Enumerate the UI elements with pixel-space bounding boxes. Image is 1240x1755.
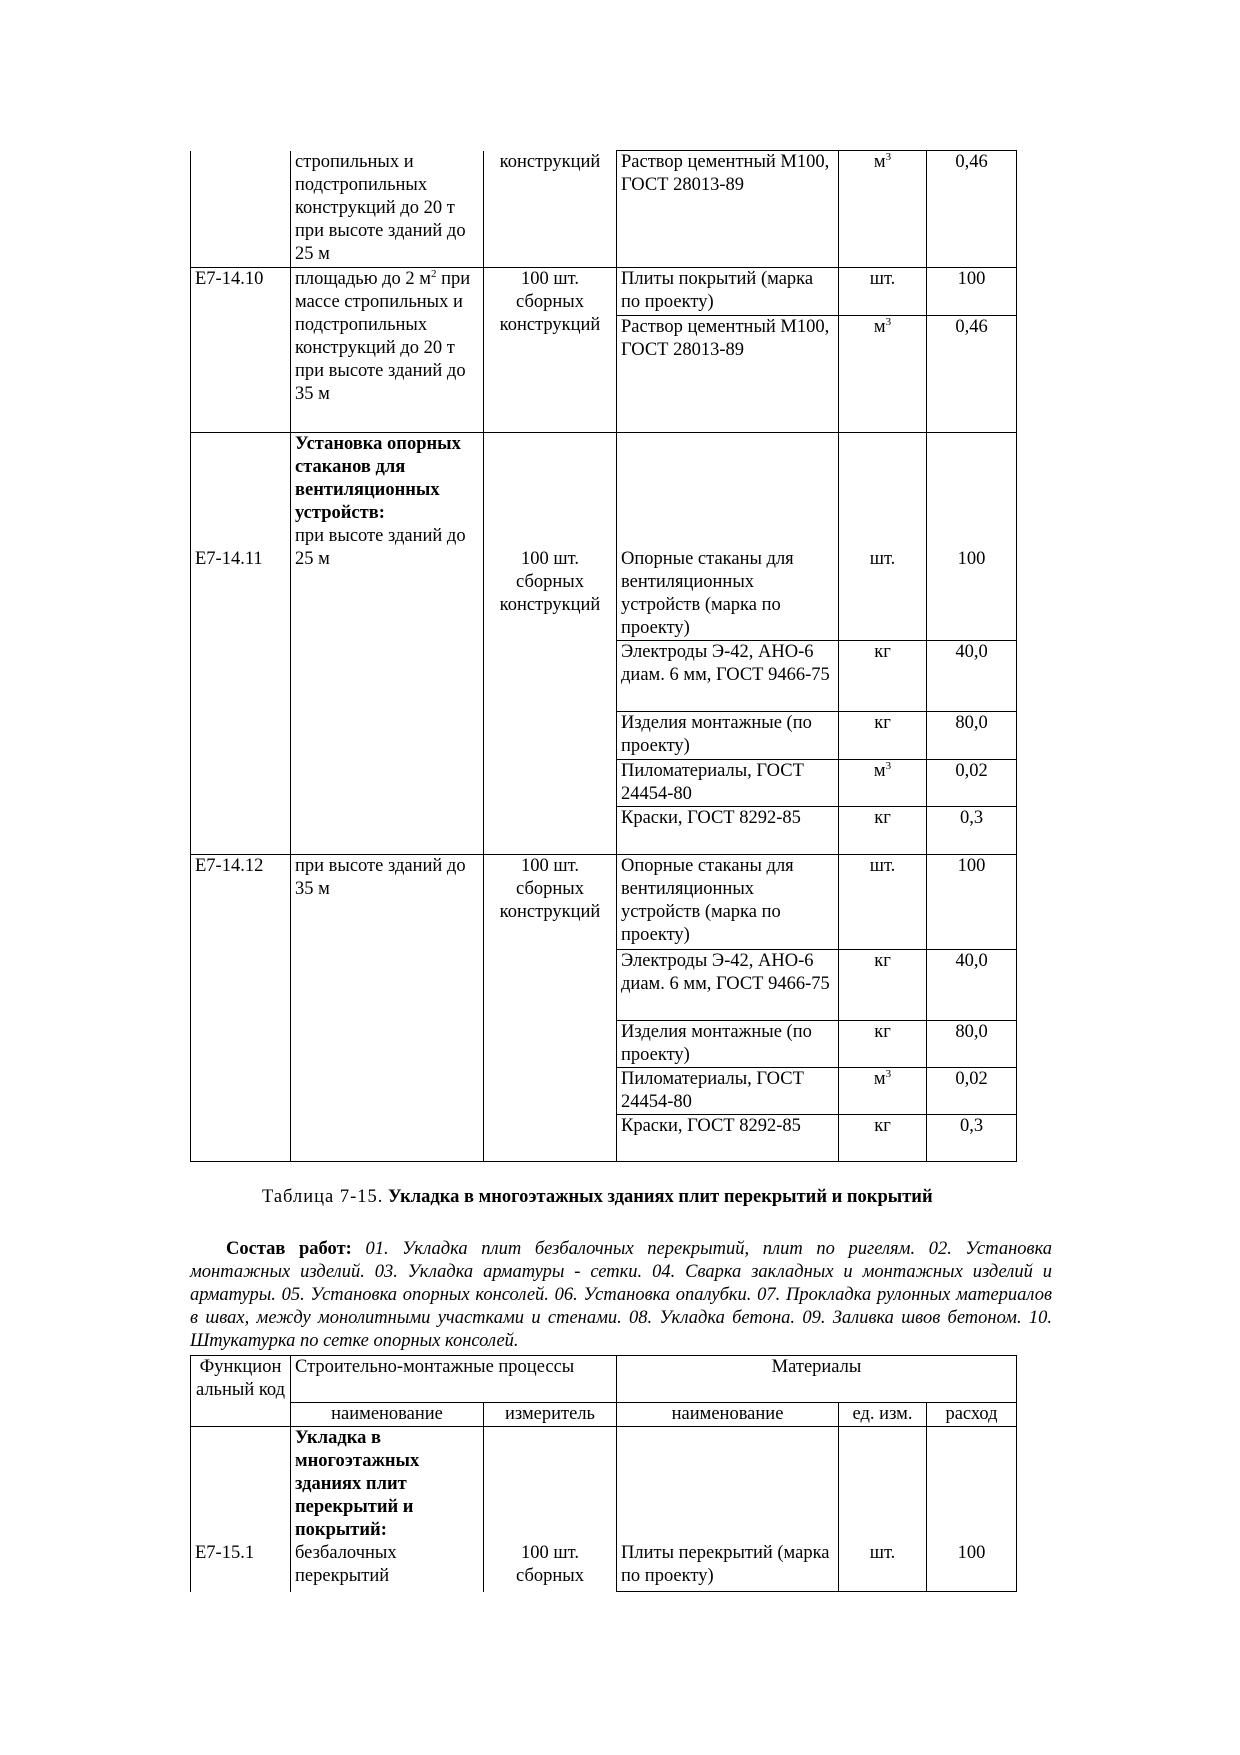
- work-name: стропильных и подстропильных конструкций до 20 т при высоте зданий до 25 м: [291, 151, 484, 268]
- unit: кг: [839, 712, 927, 760]
- material-name: Изделия монтажные (по проекту): [617, 712, 839, 760]
- unit: кг: [839, 807, 927, 855]
- table-caption: [262, 1186, 933, 1209]
- material-name: Электроды Э-42, АНО-6 диам. 6 мм, ГОСТ 9466-75: [617, 641, 839, 712]
- composition-text: 01. Укладка плит безбалочных перекрытий, плит по ригелям. 02. Установка монтажных изделий. 03. Укладка арматуры - сетки. 04. Сварка закладных и монтажных изделий и арматуры. 05. Установка опорных консолей. 06. Установка опалубки. 07. Прокладка рулонных материалов в швах, между монолитными участками и стенами. 08. Укладка бетона. 09. Заливка швов бетоном. 10. Штукатурка по сетке опорных консолей.: [190, 1239, 1053, 1351]
- unit: шт.: [839, 855, 927, 950]
- measure: конструкций: [484, 151, 617, 268]
- code: Е7-14.11: [191, 433, 291, 855]
- header-row: [191, 1356, 1017, 1403]
- header-unit: ед. изм.: [839, 1403, 927, 1427]
- table-row: [191, 268, 1017, 316]
- unit: кг: [839, 950, 927, 1021]
- measure: 100 шт. сборных конструкций: [484, 855, 617, 1162]
- measure: 100 шт. сборных конструкций: [484, 433, 617, 855]
- unit: кг: [839, 1115, 927, 1162]
- header-measure: измеритель: [484, 1403, 617, 1427]
- quantity: 40,0: [927, 641, 1017, 712]
- unit: кг: [839, 641, 927, 712]
- header-qty: расход: [927, 1403, 1017, 1427]
- material-name: Изделия монтажные (по проекту): [617, 1021, 839, 1068]
- unit: шт.: [839, 1427, 927, 1592]
- material-name: Электроды Э-42, АНО-6 диам. 6 мм, ГОСТ 9466-75: [617, 950, 839, 1021]
- table-row: [191, 855, 1017, 950]
- quantity: 0,46: [927, 316, 1017, 433]
- work-name: площадью до 2 $м^2$ при массе стропильных и подстропильных конструкций до 20 т при высоте зданий до 35 м: [291, 268, 484, 433]
- table-row: [191, 151, 1017, 268]
- quantity: 40,0: [927, 950, 1017, 1021]
- quantity: 80,0: [927, 1021, 1017, 1068]
- code: Е7-14.10: [191, 268, 291, 433]
- composition-label: Состав работ:: [226, 1239, 352, 1259]
- composition-of-works: [190, 1238, 1052, 1353]
- quantity: 0,02: [927, 760, 1017, 807]
- quantity: 0,02: [927, 1068, 1017, 1115]
- unit: $м^3$: [839, 151, 927, 268]
- quantity: 100: [927, 433, 1017, 641]
- caption-label: Таблица 7-15.: [262, 1187, 384, 1207]
- material-name: Пиломатериалы, ГОСТ 24454-80: [617, 760, 839, 807]
- code: Е7-15.1: [191, 1427, 291, 1592]
- section-heading: Укладка в многоэтажных зданиях плит перекрытий и покрытий:: [295, 1428, 420, 1540]
- work-name: при высоте зданий до 35 м: [291, 855, 484, 1162]
- code: Е7-14.12: [191, 855, 291, 1162]
- code-cell: [191, 151, 291, 268]
- header-code: Функцион альный код: [191, 1356, 291, 1427]
- measure: 100 шт. сборных: [484, 1427, 617, 1592]
- material-name: Раствор цементный М100, ГОСТ 28013-89: [617, 151, 839, 268]
- unit: шт.: [839, 433, 927, 641]
- quantity: 80,0: [927, 712, 1017, 760]
- material-name: Плиты покрытий (марка по проекту): [617, 268, 839, 316]
- section-heading: Установка опорных стаканов для вентиляционных устройств:: [295, 434, 461, 523]
- unit: $м^3$: [839, 760, 927, 807]
- header-materials: Материалы: [617, 1356, 1017, 1403]
- quantity: 0,46: [927, 151, 1017, 268]
- measure: 100 шт. сборных конструкций: [484, 268, 617, 433]
- unit: $м^3$: [839, 316, 927, 433]
- quantity: 0,3: [927, 807, 1017, 855]
- material-name: Плиты перекрытий (марка по проекту): [617, 1427, 839, 1592]
- norms-table-7-14-continued: [190, 150, 1017, 1162]
- header-processes: Строительно-монтажные процессы: [291, 1356, 617, 1403]
- material-name: Раствор цементный М100, ГОСТ 28013-89: [617, 316, 839, 433]
- work-name: Установка опорных стаканов для вентиляционных устройств: при высоте зданий до 25 м: [291, 433, 484, 855]
- norms-table-7-15: [190, 1355, 1017, 1592]
- work-name: Укладка в многоэтажных зданиях плит перекрытий и покрытий: безбалочных перекрытий: [291, 1427, 484, 1592]
- table-row: [191, 1427, 1017, 1592]
- caption-title: Укладка в многоэтажных зданиях плит перекрытий и покрытий: [388, 1187, 933, 1207]
- header-mat-name: наименование: [617, 1403, 839, 1427]
- quantity: 0,3: [927, 1115, 1017, 1162]
- unit: кг: [839, 1021, 927, 1068]
- material-name: Краски, ГОСТ 8292-85: [617, 1115, 839, 1162]
- material-name: Опорные стаканы для вентиляционных устройств (марка по проекту): [617, 433, 839, 641]
- material-name: Краски, ГОСТ 8292-85: [617, 807, 839, 855]
- material-name: Пиломатериалы, ГОСТ 24454-80: [617, 1068, 839, 1115]
- material-name: Опорные стаканы для вентиляционных устройств (марка по проекту): [617, 855, 839, 950]
- unit: шт.: [839, 268, 927, 316]
- header-proc-name: наименование: [291, 1403, 484, 1427]
- quantity: 100: [927, 855, 1017, 950]
- header-row: [191, 1403, 1017, 1427]
- quantity: 100: [927, 1427, 1017, 1592]
- table-row: [191, 433, 1017, 641]
- quantity: 100: [927, 268, 1017, 316]
- unit: $м^3$: [839, 1068, 927, 1115]
